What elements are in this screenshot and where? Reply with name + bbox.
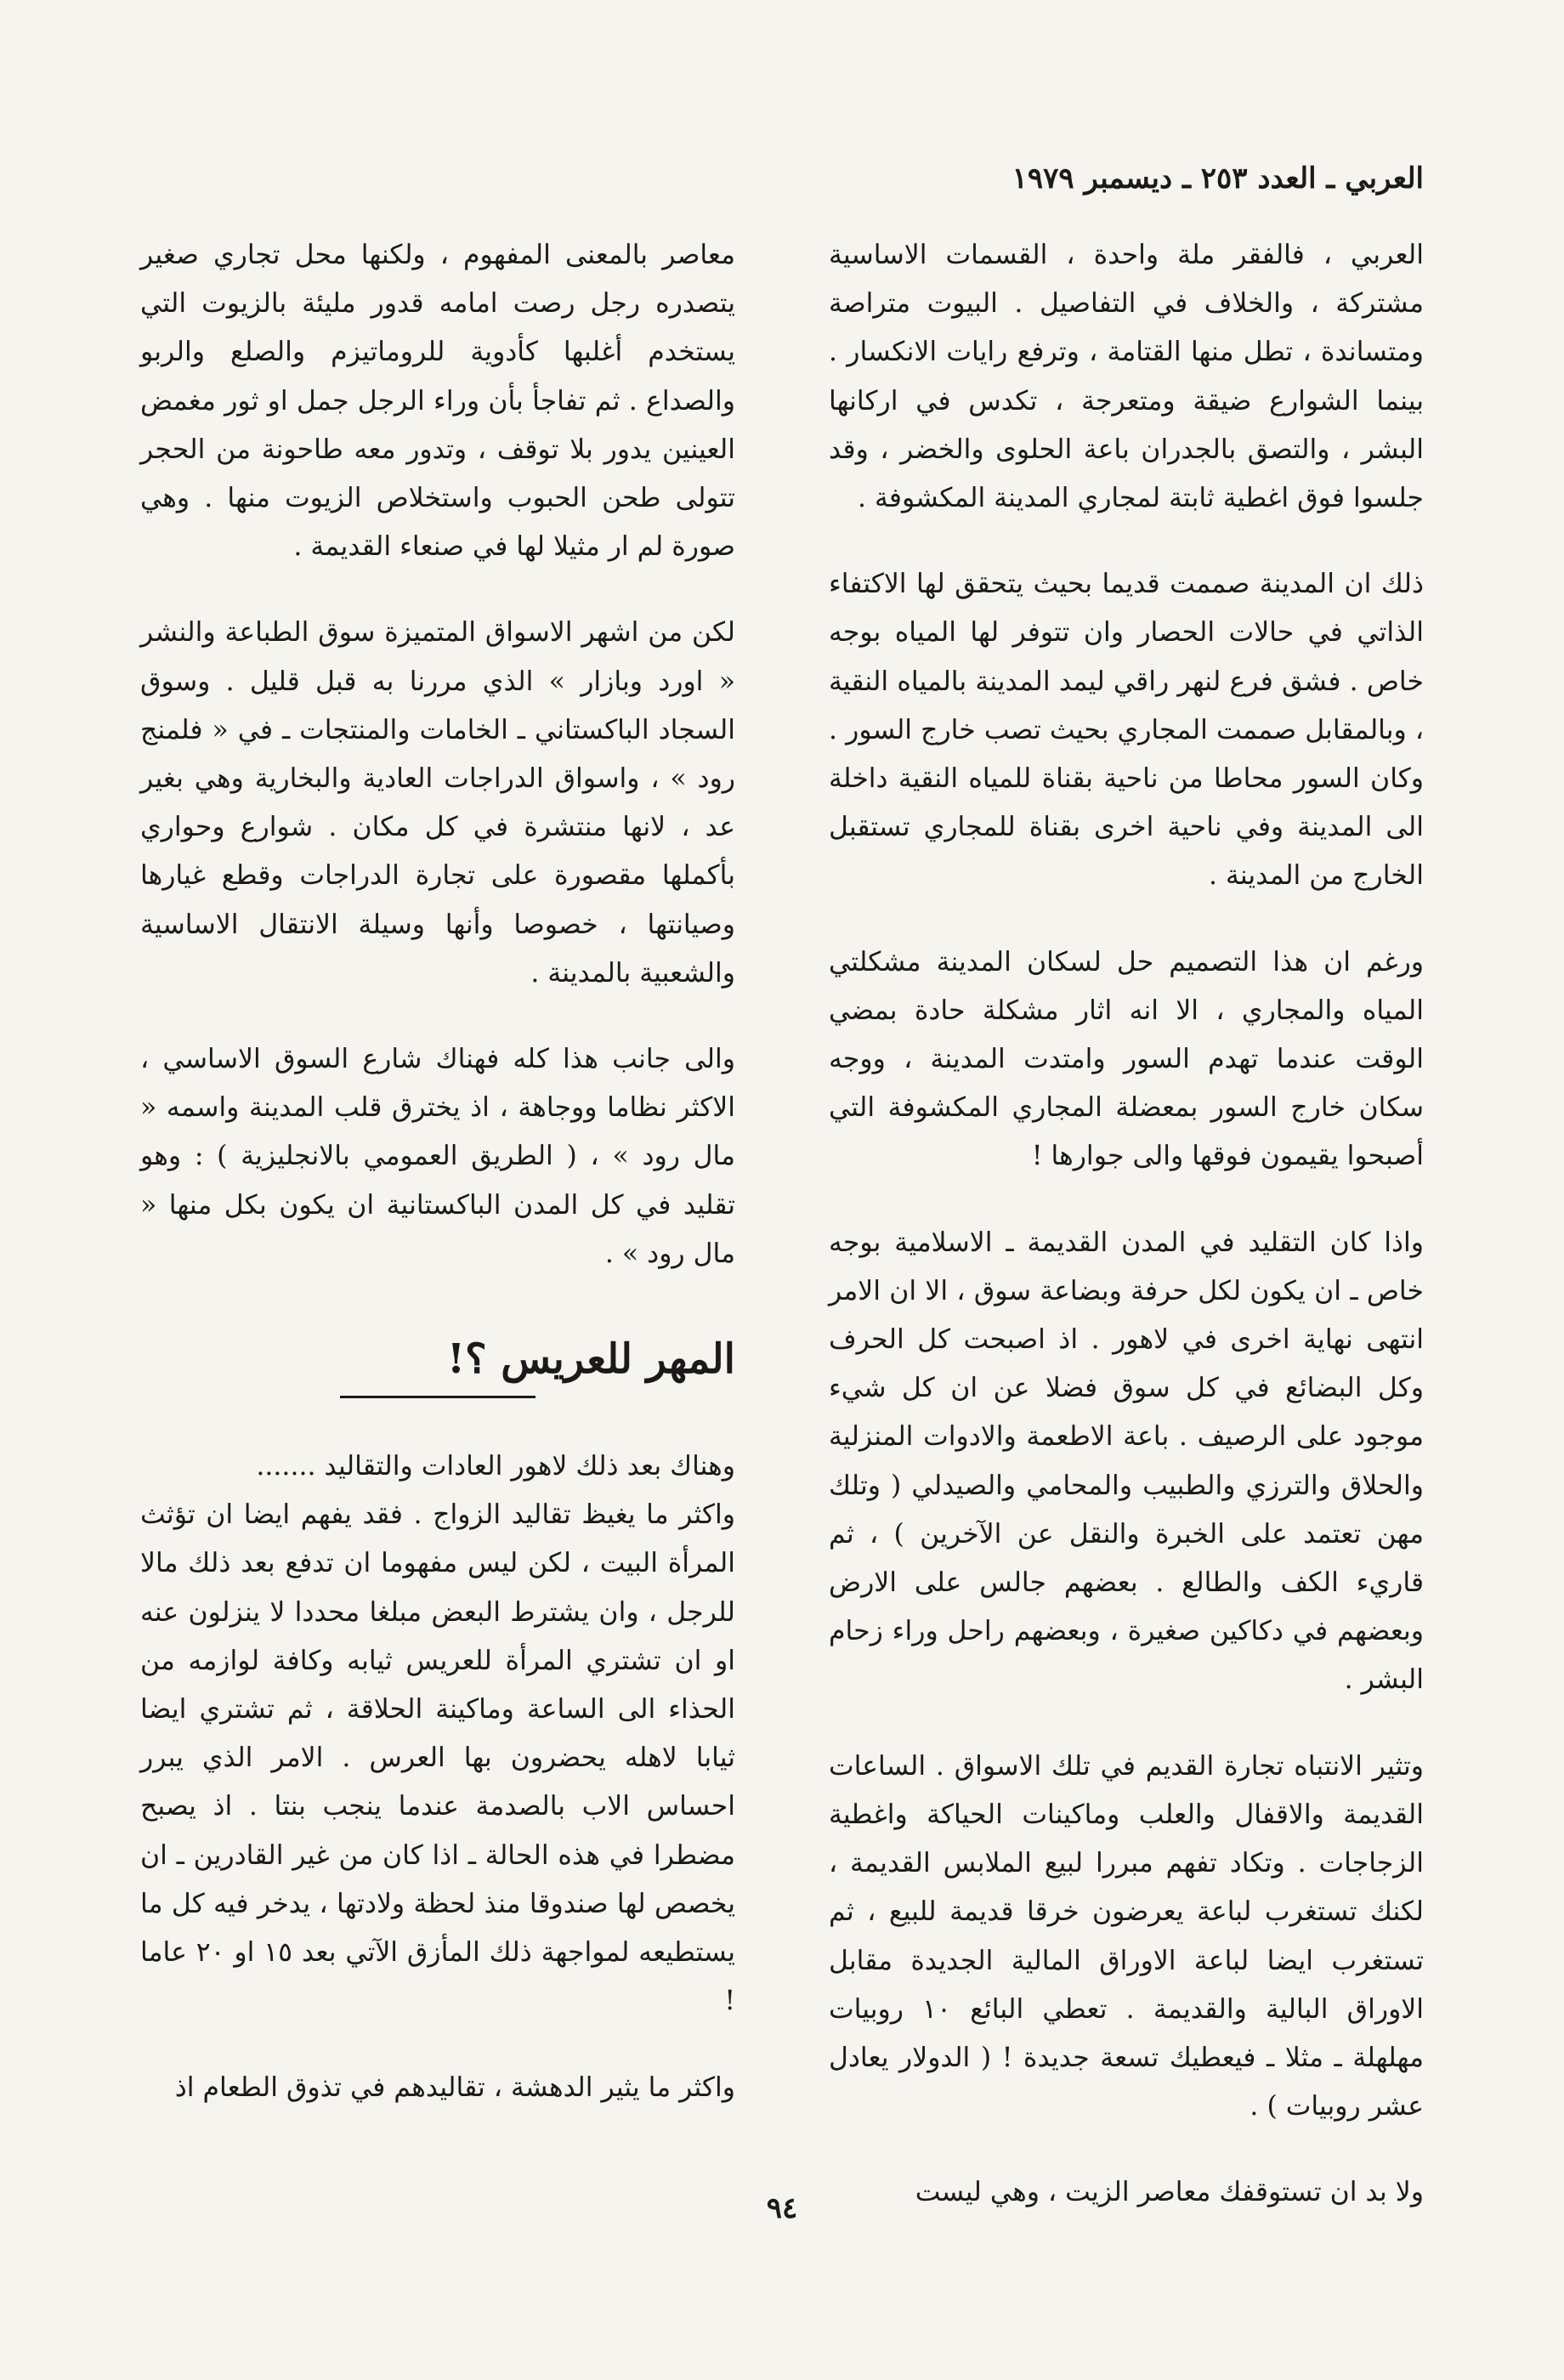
paragraph: ذلك ان المدينة صممت قديما بحيث يتحقق لها الاكتفاء الذاتي في حالات الحصار وان تتوفر لها المياه بوجه خاص . فشق فرع لنهر راقي ليمد المدينة بالمياه النقية ، وبالمقابل صممت المجاري بحيث تصب خارج السور . وكان السور محاطا من ناحية بقناة للمياه النقية داخلة الى المدينة وفي ناحية اخرى بقناة للمجاري تستقبل الخارج من المدينة .: [829, 569, 1424, 892]
heading-underline: [340, 1396, 536, 1398]
section-heading: المهر للعريس ؟!: [447, 1335, 735, 1384]
paragraph: واكثر ما يثير الدهشة ، تقاليدهم في تذوق الطعام اذ: [174, 2071, 735, 2103]
paragraph: لكن من اشهر الاسواق المتميزة سوق الطباعة والنشر « اورد وبازار » الذي مررنا به قبل قليل . وسوق السجاد الباكستاني ـ الخامات والمنتجات ـ في « فلمنج رود » ، واسواق الدراجات العادية والبخارية وهي بغير عد ، لانها منتشرة في كل مكان . شوارع وحواري بأكملها مقصورة على تجارة الدراجات وقطع غيارها وصيانتها ، خصوصا وأنها وسيلة الانتقال الاساسية والشعبية بالمدينة .: [140, 617, 735, 989]
left-column: [140, 231, 735, 2112]
paragraph: معاصر بالمعنى المفهوم ، ولكنها محل تجاري صغير يتصدره رجل رصت امامه قدور مليئة بالزيوت التي يستخدم أغلبها كأدوية للروماتيزم والصلع والربو والصداع . ثم تفاجأ بأن وراء الرجل جمل او ثور مغمض العينين يدور بلا توقف ، وتدور معه طاحونة من الحجر تتولى طحن الحبوب واستخلاص الزيوت منها . وهي صورة لم ار مثيلا لها في صنعاء القديمة .: [140, 240, 735, 563]
paragraph: ولا بد ان تستوقفك معاصر الزيت ، وهي ليست: [915, 2177, 1424, 2208]
paragraph: واذا كان التقليد في المدن القديمة ـ الاسلامية بوجه خاص ـ ان يكون لكل حرفة وبضاعة سوق ، الا ان الامر انتهى نهاية اخرى في لاهور . اذ اصبحت كل الحرف وكل البضائع في كل سوق فضلا عن ان كل شيء موجود على الرصيف . باعة الاطعمة والادوات المنزلية والحلاق والترزي والطبيب والمحامي والصيدلي ( وتلك مهن تعتمد على الخبرة والنقل عن الآخرين ) ، ثم قاريء الكف والطالع . بعضهم جالس على الارض وبعضهم في دكاكين صغيرة ، وبعضهم راحل وراء زحام البشر .: [829, 1227, 1424, 1696]
paragraph: العربي ، فالفقر ملة واحدة ، القسمات الاساسية مشتركة ، والخلاف في التفاصيل . البيوت متراصة ومتساندة ، تطل منها القتامة ، وترفع رايات الانكسار . بينما الشوارع ضيقة ومتعرجة ، تكدس في اركانها البشر ، والتصق بالجدران باعة الحلوى والخضر ، وقد جلسوا فوق اغطية ثابتة لمجاري المدينة المكشوفة .: [829, 240, 1424, 514]
running-header: العربي ـ العدد ٢٥٣ ـ ديسمبر ١٩٧٩: [1012, 162, 1424, 196]
right-column: [829, 231, 1424, 2218]
paragraph: وهناك بعد ذلك لاهور العادات والتقاليد .......: [256, 1451, 735, 1482]
paragraph: ورغم ان هذا التصميم حل لسكان المدينة مشكلتي المياه والمجاري ، الا انه اثار مشكلة حادة بمضي الوقت عندما تهدم السور وامتدت المدينة ، ووجه سكان خارج السور بمعضلة المجاري المكشوفة التي أصبحوا يقيمون فوقها والى جوارها !: [829, 946, 1424, 1172]
paragraph: والى جانب هذا كله فهناك شارع السوق الاساسي ، الاكثر نظاما ووجاهة ، اذ يخترق قلب المدينة واسمه « مال رود » ، ( الطريق العمومي بالانجليزية ) : وهو تقليد في كل المدن الباكستانية ان يكون بكل منها « مال رود » .: [140, 1044, 735, 1269]
paragraph: وتثير الانتباه تجارة القديم في تلك الاسواق . الساعات القديمة والاقفال والعلب وماكينات الحياكة واغطية الزجاجات . وتكاد تفهم مبررا لبيع الملابس القديمة ، لكنك تستغرب لباعة يعرضون خرقا قديمة للبيع ، ثم تستغرب ايضا لباعة الاوراق المالية الجديدة مقابل الاوراق البالية والقديمة . تعطي البائع ١٠ روبيات مهلهلة ـ مثلا ـ فيعطيك تسعة جديدة ! ( الدولار يعادل عشر روبيات ) .: [829, 1750, 1424, 2122]
paragraph: واكثر ما يغيظ تقاليد الزواج . فقد يفهم ايضا ان تؤثث المرأة البيت ، لكن ليس مفهوما ان تدفع بعد ذلك مالا للرجل ، وان يشترط البعض مبلغا محددا لا ينزلون عنه او ان تشتري المرأة للعريس ثيابه وكافة لوازمه من الحذاء الى الساعة وماكينة الحلاقة ، ثم تشتري ايضا ثيابا لاهله يحضرون بها العرس . الامر الذي يبرر احساس الاب بالصدمة عندما ينجب بنتا . اذ يصبح مضطرا في هذه الحالة ـ اذا كان من غير القادرين ـ ان يخصص لها صندوقا منذ لحظة ولادتها ، يدخر فيه كل ما يستطيعه لمواجهة ذلك المأزق الآتي بعد ١٥ او ٢٠ عاما !: [140, 1499, 735, 2017]
page-number: ٩٤: [766, 2191, 798, 2225]
